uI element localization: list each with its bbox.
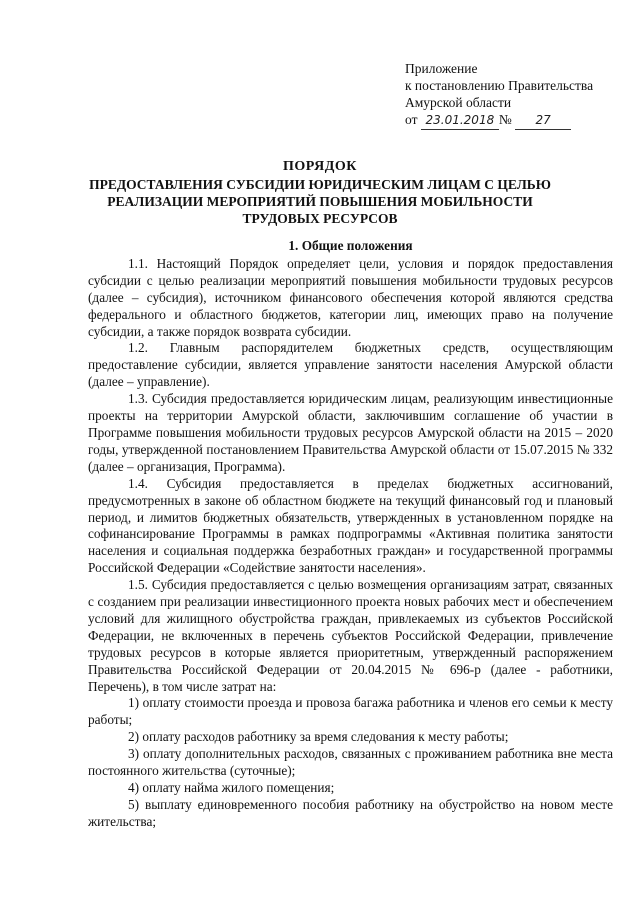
list-item-1: 1) оплату стоимости проезда и провоза багажа работника и членов его семьи к месту работы; xyxy=(88,695,613,728)
title-line-3: ТРУДОВЫХ РЕСУРСОВ xyxy=(242,211,398,226)
document-body xyxy=(88,238,613,831)
paragraph-1-4: 1.4. Субсидия предоставляется в пределах бюджетных ассигнований, предусмотренных в законе об областном бюджете на текущий финансовый год и плановый период, и лимитов бюджетных обязательств, утвержденных в установленном порядке на софинансирование Программы в рамках подпрограммы «Активная политика занятости населения и социальная поддержка безработных граждан» и государственной программы Российской Федерации «Содействие занятости населения». xyxy=(88,475,613,576)
list-item-2: 2) оплату расходов работнику за время следования к месту работы; xyxy=(128,729,509,745)
appendix-region: Амурской области xyxy=(405,95,512,110)
section-heading: 1. Общие положения xyxy=(288,238,413,253)
list-item-3: 3) оплату дополнительных расходов, связанных с проживанием работника вне места постоянного жительства (суточные); xyxy=(88,746,613,779)
title-line-1: ПРЕДОСТАВЛЕНИЯ СУБСИДИИ ЮРИДИЧЕСКИМ ЛИЦАМ С ЦЕЛЬЮ xyxy=(89,177,551,192)
handwritten-number: 27 xyxy=(515,112,571,130)
appendix-resolution: к постановлению Правительства xyxy=(405,78,594,93)
date-prefix: от xyxy=(405,112,418,127)
list-item-5: 5) выплату единовременного пособия работнику на обустройство на новом месте жительства; xyxy=(88,796,613,829)
title-main: ПОРЯДОК xyxy=(283,159,357,174)
appendix-block xyxy=(405,60,635,130)
appendix-date-line xyxy=(405,111,635,130)
paragraph-1-2: 1.2. Главным распорядителем бюджетных средств, осуществляющим предоставление субсидии, является управление занятости населения Амурской области (далее – управление). xyxy=(88,340,613,390)
number-prefix: № xyxy=(498,112,512,127)
handwritten-date: 23.01.2018 xyxy=(421,112,499,130)
document-title xyxy=(40,158,600,227)
paragraph-1-3: 1.3. Субсидия предоставляется юридическим лицам, реализующим инвестиционные проекты на территории Амурской области, заключившим соглашение об участии в Программе повышения мобильности трудовых ресурсов Амурской области на 2015 – 2020 годы, утвержденной постановлением Правительства Амурской области от 15.07.2015 № 332 (далее – организация, Программа). xyxy=(88,391,613,474)
paragraph-1-5: 1.5. Субсидия предоставляется с целью возмещения организациям затрат, связанных с созданием при реализации инвестиционного проекта новых рабочих мест и обеспечением условий для жилищного обустройства граждан, привлекаемых из субъектов Российской Федерации, не включенных в перечень субъектов Российской Федерации, привлечение трудовых ресурсов в которые является приоритетным, утвержденный распоряжением Правительства Российской Федерации от 20.04.2015 № 696-р (далее - работники, Перечень), в том числе затрат на: xyxy=(88,577,613,694)
appendix-label: Приложение xyxy=(405,61,478,76)
paragraph-1-1: 1.1. Настоящий Порядок определяет цели, условия и порядок предоставления субсидии с целью реализации мероприятий повышения мобильности трудовых ресурсов (далее – субсидия), источником финансового обеспечения которой являются средства федерального и областного бюджетов, категории лиц, имеющих право на получение субсидии, а также порядок возврата субсидии. xyxy=(88,255,613,339)
title-line-2: РЕАЛИЗАЦИИ МЕРОПРИЯТИЙ ПОВЫШЕНИЯ МОБИЛЬНОСТИ xyxy=(107,194,533,209)
list-item-4: 4) оплату найма жилого помещения; xyxy=(128,780,335,795)
